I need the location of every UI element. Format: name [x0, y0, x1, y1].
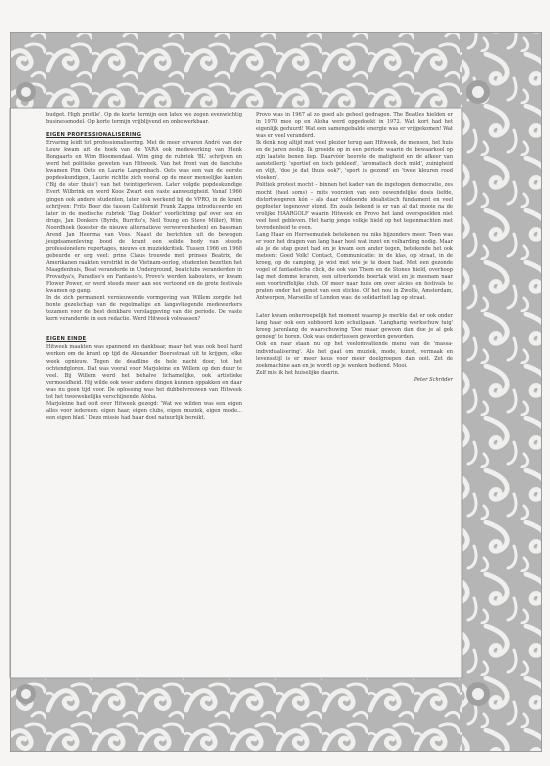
body-paragraph: Marjoleine had ooit over Hitweek gezegd: 'Wat we wilden was een eigen alles voor iedereen: eigen haar, eigen clubs, eigen muziek, eigen mode... een eigen blad.' Deze missie had haar doel natuurlijk bereikt.: [46, 400, 242, 421]
right-ornament-band: [462, 32, 542, 752]
body-paragraph: Ik denk nog altijd met veel plezier terug aan Hitweek, de mensen, het huis en de jaren zestig. Ik groeide op in een periode waarin de bewaarkool op zijn laatste benen liep. Daarvóór heerste de matigheid en de afkeer van aanstellerij: 'sportief en toch gekleed', 'aromatisch doch mild', zuinigheid en vlijt, 'doe je dat thuis ook?', 'sport is gezond' en 'twee kleuren rood vloeken'.: [256, 140, 453, 182]
body-paragraph: Provo was in 1967 al zo goed als geheel gedragen. The Beatles hielden er in 1970 mee op en Aloha werd opgedoekt in 1972. Wat kort had het eigenlijk geduurd! Wat een samengebalde energie was er vrijgekomen! Wat was er veel veranderd.: [256, 112, 453, 140]
body-paragraph: Ook en raar staan nu op het veelomvattende menu van de 'massa-individualisering'. Als het gaat om muziek, mode, kunst, vermaak en levensstijl is er meer keus voor meer doelgroepen dan ooit. Zet de zoekmachine aan en je wordt op je wenken bediend. Mooi.: [256, 341, 453, 369]
body-paragraph: Zelf mis ik het huiselijke daarin.: [256, 369, 340, 376]
body-paragraph: Lang Haar en Herrsemuziek betekenen nu niks bijzonders meer. Toen was er voor het dragen van lang haar heel wat inzet en volharding nodig. Maar als je de stap gezet had en je kwam een ander tegen, betekende het ook meteen: Goed Volk! Contact, Communicatie: in de klas, op straat, in de kroeg, op de camping, je wist met wie je te doen had. Met een gezonde vogel of fantastische click, de ook van Them en de Stones hield, overhoop lag met domme leraren, een uitverkende boertak wist en je meenam naar een voortreffelijke club. Of meer naar huis om over alcies en festivals te praten onder het genot van een stickie. Of het nou in Zwolle, Amsterdam, Antwerpen, Marseille of London was: de solidariteit lag op straat.: [256, 231, 453, 302]
right-text-column: [256, 112, 453, 384]
body-paragraph: Ervaring leidt tot professionalisering. Met de meer ervaren André van der Louw kwam uit de hoek van de YARA ook medewerking van Henk Bongaarts en Wim Bloemendaal. Wim ging de rubriek 'BL' schrijven en werd het politieke geweten van Hitweek. Van het front van de fanclubs kwamen Pim Oets en Laurie Langenbach. Oets was een van de eerste popdeskundigen, Laurie richtte zich vooral op de meer menselijke kanten ('Bij de ster thuis') van het twintigerleven. Later volgde popdeskundige Evert Wilbrink en werd Koos Zwart een vaste aanwezigheid. Vanaf 1966 gingen ook andere studenten, later ook werkend bij de VPRO, in de krant schrijven: Frits Boer die tussen Californië Frank Zappa introduceerde en later in de medische rubriek 'Dag Dokter' voorlichting gaf over sex en drugs, Jan Donkers (Byrds, Burrito's, Neil Young en Steve Miller), Wim Noordhoek (koester de nieuwe alternatieve verworvenheden) en bassman Arend Jan Heerma van Voss. Naast de berichten uit de bewogen jeugdsamenleving bood de krant een solide body van steeds professionelere reportages, nieuws en muziekkritiek. Tussen 1966 en 1968 gebeurde er erg veel: prins Claus trouwde met prinses Beatrix, de Amerikanen raakten verstrikt in de Vietnam-oorlog, studenten bezetten het Maagdenhuis, Beat veranderde in Underground, beatclubs veranderden in Provadya's, Paradiso's en Fantasio's, Provo's werden kabouters, er kwam Flower Power, er werd steeds meer aan sex vertoond en de grote festivals kwamen op gang.: [46, 140, 242, 295]
intro-paragraph: budget. High profile'. Op de korte termijn een latex we zegen evenwichtig businessmodel. Op korte termijn vrijblijvend en onbewerkbaar.: [46, 112, 242, 126]
section-heading-professionalisering: EIGEN PROFESSIONALISERING: [46, 132, 142, 139]
author-signature: Peter Schröder: [413, 376, 453, 383]
body-paragraph: Later kwam onherroepelijk het moment waarop je merkte dat er ook onder lang haar ook een subboord kon schuilgaan. 'Langharig werkschuw tuig' kreeg jarenlang de waarschuwing 'Doe maar gewoon dan doe je al gek genoeg' te horen. Ook was ondertussen geworden geworden.: [256, 313, 453, 341]
left-text-column: [46, 112, 242, 422]
body-paragraph: In de zich permanent vernieuwende vormgeving van Willem zorgde het bonte gezelschap van de regelmatige en langsvliegende medewerkers tezamen voor de best denkbare verslaggeving van die periode. De vaste kern veranderde in een redactie. Werd Hitweek volwassen?: [46, 295, 242, 323]
body-paragraph: Hitweek maakten was spannend en dankbaar, maar het was ook heel hard werken om de krant op tijd de Alexander Boersstraat uit te krijgen, elke week opnieuw. Tegen de deadline de hele nacht door, tot het ochtendgloren. Dat was vooral voor Marjoleine en Willem op den duur te veel. Bij Willem werd het behalve lichamelijke, ook artistieke vermoeidheid. Hij wilde ook weer andere dingen kunnen oppakken en daar was nu geen tijd voor. De oplossing was het dubbelvrouwen van Hitweek tot het tweewekelijks verschijnende Aloha.: [46, 344, 242, 400]
body-paragraph: Politiek protest mocht – binnen het kader van de ingetogen democratie, zes mocht (heel soms) – mits voorzien van een ouwendelijke dosis liefde, distortwegeren kón – als daar voldoende idealistisch fundament en veel gepfoeter tegenover stond. En zeals bekend is er van al dat mooie na de vrolijke HAARGOLF waarin Hitweek en Provo het land overspoelden niet veel heel gebleven. Het harig jonge volkje hield op het tegenmachten met tevredenheid te even.: [256, 182, 453, 231]
section-heading-einde: EIGEN EINDE: [46, 336, 87, 343]
